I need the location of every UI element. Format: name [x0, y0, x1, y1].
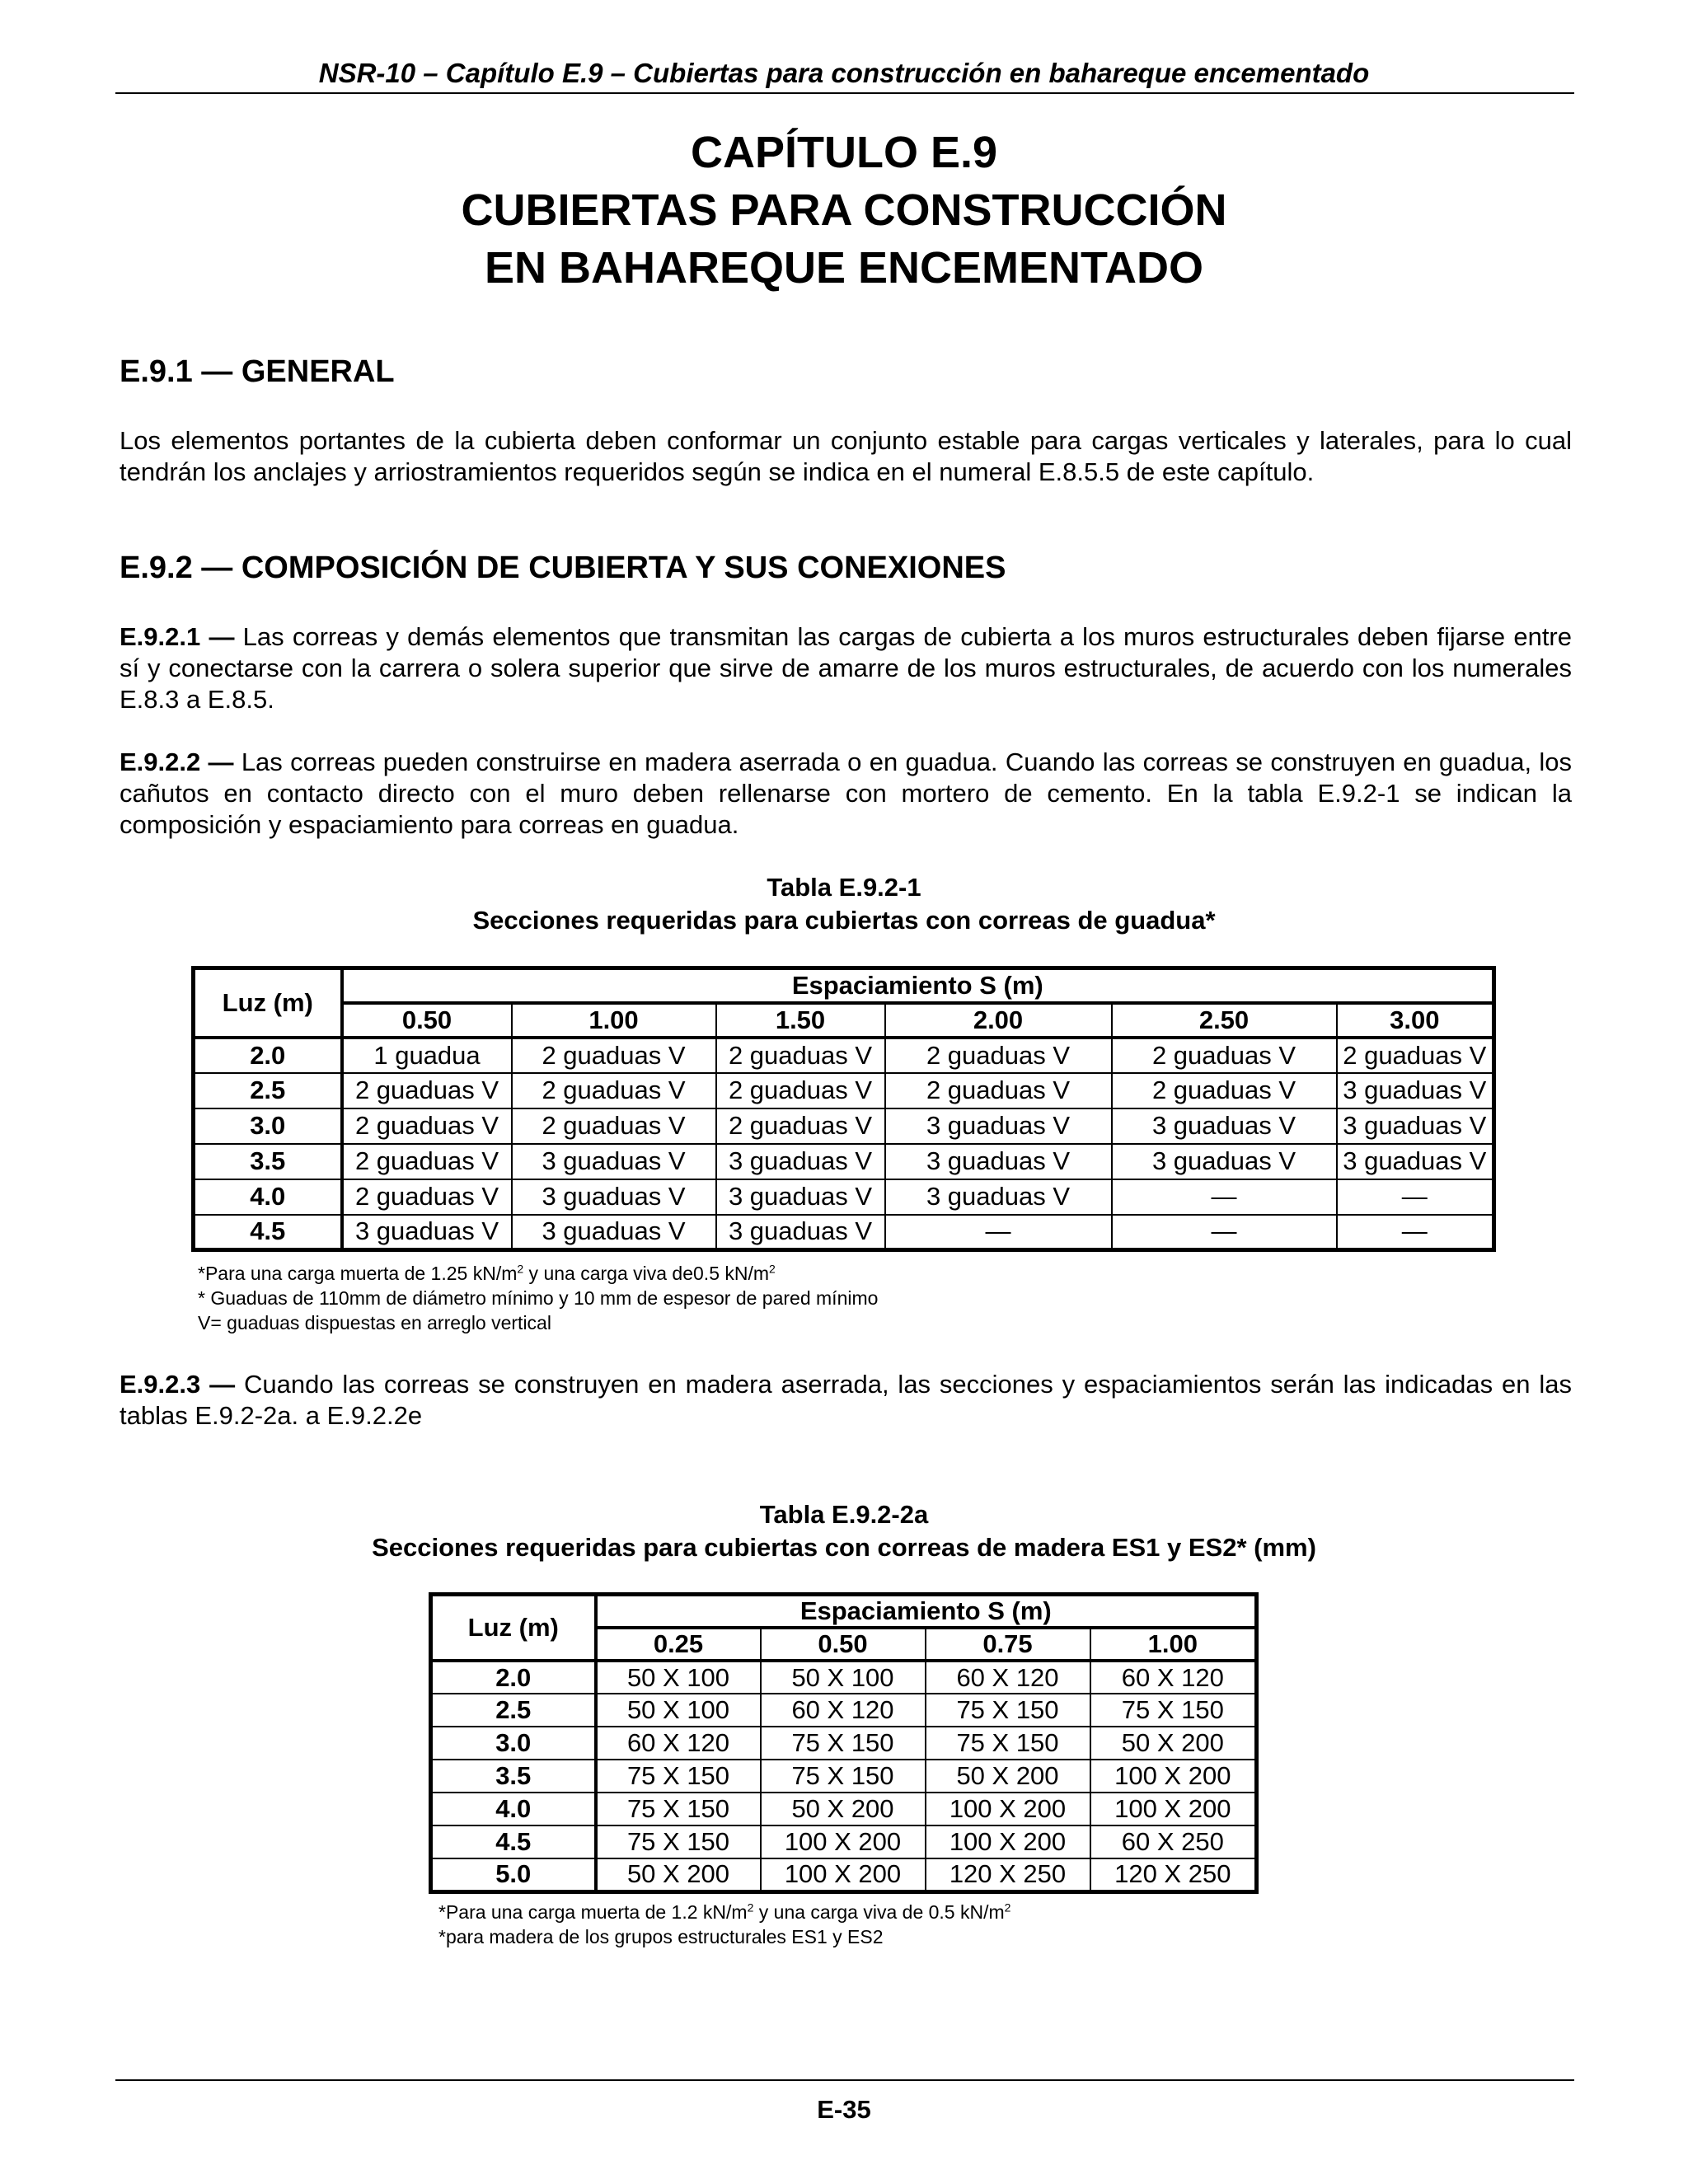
table1-cell: 3 guaduas V [512, 1179, 716, 1215]
table2-cell: 100 X 200 [926, 1825, 1090, 1858]
chapter-title-line-2: CUBIERTAS PARA CONSTRUCCIÓN [461, 185, 1227, 235]
table1-cell: 2 guaduas V [1112, 1073, 1337, 1108]
table1-cell: 3 guaduas V [342, 1215, 512, 1250]
running-header: NSR-10 – Capítulo E.9 – Cubiertas para construcción en bahareque encementado [318, 58, 1370, 88]
table1-luz-cell: 4.5 [194, 1215, 342, 1250]
table2-cell: 50 X 200 [596, 1858, 761, 1891]
table2-note-load-sup-1: 2 [747, 1900, 754, 1915]
table1-cell: 1 guadua [342, 1038, 512, 1073]
table2-cell: 100 X 200 [761, 1858, 926, 1891]
table2-row [431, 1825, 1257, 1858]
table1-luz-cell: 2.0 [194, 1038, 342, 1073]
table1-title: Tabla E.9.2-1 [767, 873, 921, 902]
table2-cell: 75 X 150 [761, 1760, 926, 1793]
table1-spacing-header: Espaciamiento S (m) [342, 968, 1494, 1003]
table2-row [431, 1661, 1257, 1694]
table1-column-header: 3.00 [1337, 1003, 1494, 1038]
table1-note-vertical: V= guaduas dispuestas en arreglo vertical [198, 1312, 551, 1333]
table2-cell: 60 X 250 [1090, 1825, 1257, 1858]
table2-note-load-text-b: y una carga viva de 0.5 kN/m [753, 1901, 1005, 1923]
table2-cell: 60 X 120 [926, 1661, 1090, 1694]
table2-note-load-text-a: *Para una carga muerta de 1.2 kN/m [438, 1901, 748, 1923]
page-number: E-35 [817, 2095, 871, 2124]
table1-cell: — [1112, 1215, 1337, 1250]
table2-cell: 100 X 200 [761, 1825, 926, 1858]
table2-row [431, 1727, 1257, 1760]
table1-cell: — [1112, 1179, 1337, 1215]
table2-cell: 75 X 150 [926, 1727, 1090, 1760]
table1-note-load-text-b: y una carga viva de0.5 kN/m [523, 1263, 770, 1284]
table1-caption [0, 871, 1688, 937]
table1-cell: 3 guaduas V [885, 1108, 1112, 1144]
chapter-title-line-3: EN BAHAREQUE ENCEMENTADO [484, 243, 1204, 293]
table2-row [431, 1694, 1257, 1727]
table1-luz-header: Luz (m) [194, 968, 342, 1038]
table2-luz-cell: 2.0 [431, 1661, 596, 1694]
table1-notes [198, 1261, 878, 1335]
paragraph-e923-label: E.9.2.3 — [120, 1370, 236, 1399]
table1-cell: 2 guaduas V [342, 1073, 512, 1108]
table1-column-header: 2.00 [885, 1003, 1112, 1038]
table2-note-groups: *para madera de los grupos estructurales ES1 y ES2 [438, 1926, 884, 1947]
table2-cell: 120 X 250 [1090, 1858, 1257, 1891]
table1-cell: — [885, 1215, 1112, 1250]
table1-column-header: 1.00 [512, 1003, 716, 1038]
table2-cell: 60 X 120 [596, 1727, 761, 1760]
table1-cell: 2 guaduas V [342, 1144, 512, 1179]
table2-cell: 50 X 100 [761, 1661, 926, 1694]
table2-cell: 75 X 150 [761, 1727, 926, 1760]
paragraph-e91: Los elementos portantes de la cubierta deben conformar un conjunto estable para cargas verticales y laterales, para lo cual tendrán los anclajes y arriostramientos requeridos según se indica en el numeral E.8.5.5 de este capítulo. [120, 426, 1572, 486]
table1-luz-cell: 3.0 [194, 1108, 342, 1144]
table2-luz-cell: 2.5 [431, 1694, 596, 1727]
table1-column-header: 1.50 [716, 1003, 885, 1038]
table2-cell: 100 X 200 [1090, 1760, 1257, 1793]
table2-column-header: 0.25 [596, 1628, 761, 1661]
table1-row [194, 1038, 1494, 1073]
table1-cell: 3 guaduas V [1337, 1073, 1494, 1108]
table2-column-header: 0.50 [761, 1628, 926, 1661]
paragraph-e923 [120, 1369, 1572, 1432]
table1-cell: 2 guaduas V [1337, 1038, 1494, 1073]
table1-luz-cell: 4.0 [194, 1179, 342, 1215]
table1-cell: 2 guaduas V [716, 1038, 885, 1073]
table2-column-header: 1.00 [1090, 1628, 1257, 1661]
table1-cell: 3 guaduas V [1112, 1108, 1337, 1144]
table1-row [194, 1215, 1494, 1250]
table2-cell: 60 X 120 [761, 1694, 926, 1727]
table2-notes [438, 1900, 1010, 1949]
table1-note-guadua-size: * Guaduas de 110mm de diámetro mínimo y 10 mm de espesor de pared mínimo [198, 1287, 879, 1309]
table2-luz-cell: 4.5 [431, 1825, 596, 1858]
table2-cell: 60 X 120 [1090, 1661, 1257, 1694]
table1-row [194, 1073, 1494, 1108]
paragraph-e923-text: Cuando las correas se construyen en madera aserrada, las secciones y espaciamientos serán las indicadas en las tablas E.9.2-2a. a E.9.2.2e [120, 1370, 1572, 1430]
table1-cell: 3 guaduas V [1337, 1108, 1494, 1144]
table2-cell: 75 X 150 [596, 1825, 761, 1858]
table1-cell: 3 guaduas V [512, 1215, 716, 1250]
table1-cell: 3 guaduas V [716, 1179, 885, 1215]
table2-cell: 75 X 150 [596, 1793, 761, 1825]
table2-luz-cell: 4.0 [431, 1793, 596, 1825]
table1-cell: 3 guaduas V [1112, 1144, 1337, 1179]
table1-cell: 2 guaduas V [342, 1179, 512, 1215]
paragraph-e921 [120, 621, 1572, 715]
table2-spacing-header: Espaciamiento S (m) [596, 1595, 1257, 1629]
table2-luz-cell: 5.0 [431, 1858, 596, 1891]
table2-note-load-sup-2: 2 [1004, 1900, 1011, 1915]
table1-note-load-sup-1: 2 [517, 1262, 524, 1276]
table1-cell: 3 guaduas V [716, 1144, 885, 1179]
table2-luz-cell: 3.5 [431, 1760, 596, 1793]
table1-cell: — [1337, 1215, 1494, 1250]
table2-row [431, 1793, 1257, 1825]
chapter-title [0, 124, 1688, 297]
table2-subtitle: Secciones requeridas para cubiertas con correas de madera ES1 y ES2* (mm) [372, 1533, 1316, 1562]
table1-cell: 3 guaduas V [512, 1144, 716, 1179]
table1-luz-cell: 2.5 [194, 1073, 342, 1108]
table1-cell: 3 guaduas V [1337, 1144, 1494, 1179]
table2-column-header: 0.75 [926, 1628, 1090, 1661]
table1-column-header: 2.50 [1112, 1003, 1337, 1038]
table1-cell: 2 guaduas V [342, 1108, 512, 1144]
table1-cell: — [1337, 1179, 1494, 1215]
table2-luz-header: Luz (m) [431, 1595, 596, 1661]
paragraph-e922-label: E.9.2.2 — [120, 748, 234, 776]
table2-cell: 100 X 200 [926, 1793, 1090, 1825]
table1-cell: 2 guaduas V [716, 1073, 885, 1108]
table1-column-header: 0.50 [342, 1003, 512, 1038]
table2-title: Tabla E.9.2-2a [759, 1500, 929, 1529]
table1 [191, 966, 1496, 1252]
section-heading-e91: E.9.1 — GENERAL [120, 354, 395, 389]
table1-row [194, 1144, 1494, 1179]
table1-cell: 2 guaduas V [885, 1073, 1112, 1108]
table1-note-load-sup-2: 2 [769, 1262, 776, 1276]
footer-rule [115, 2079, 1574, 2081]
table1-cell: 2 guaduas V [512, 1108, 716, 1144]
table2-cell: 75 X 150 [596, 1760, 761, 1793]
table2-cell: 50 X 100 [596, 1661, 761, 1694]
table2-cell: 50 X 200 [1090, 1727, 1257, 1760]
table2-row [431, 1760, 1257, 1793]
table1-cell: 3 guaduas V [716, 1215, 885, 1250]
table1-note-load [198, 1261, 878, 1286]
paragraph-e921-text: Las correas y demás elementos que transmitan las cargas de cubierta a los muros estructurales deben fijarse entre sí y conectarse con la carrera o solera superior que sirve de amarre de los muros estructurales, de acuerdo con los numerales E.8.3 a E.8.5. [120, 622, 1572, 714]
table2-caption [0, 1498, 1688, 1564]
table1-row [194, 1179, 1494, 1215]
paragraph-e922-text: Las correas pueden construirse en madera aserrada o en guadua. Cuando las correas se construyen en guadua, los cañutos en contacto directo con el muro deben rellenarse con mortero de cemento. En la tabla E.9.2-1 se indican la composición y espaciamiento para correas en guadua. [120, 748, 1572, 839]
section-heading-e92: E.9.2 — COMPOSICIÓN DE CUBIERTA Y SUS CONEXIONES [120, 551, 1006, 585]
table1-cell: 3 guaduas V [885, 1144, 1112, 1179]
table1-cell: 2 guaduas V [885, 1038, 1112, 1073]
table1-cell: 2 guaduas V [512, 1073, 716, 1108]
table1-note-load-text-a: *Para una carga muerta de 1.25 kN/m [198, 1263, 518, 1284]
table2-note-load [438, 1900, 1010, 1924]
table2-cell: 75 X 150 [1090, 1694, 1257, 1727]
table2-cell: 50 X 100 [596, 1694, 761, 1727]
table1-cell: 2 guaduas V [512, 1038, 716, 1073]
table1-cell: 2 guaduas V [716, 1108, 885, 1144]
table2-cell: 50 X 200 [926, 1760, 1090, 1793]
table2-cell: 75 X 150 [926, 1694, 1090, 1727]
header-rule [115, 92, 1574, 94]
table1-cell: 3 guaduas V [885, 1179, 1112, 1215]
table2-cell: 100 X 200 [1090, 1793, 1257, 1825]
table1-cell: 2 guaduas V [1112, 1038, 1337, 1073]
table2 [429, 1592, 1259, 1894]
table1-luz-cell: 3.5 [194, 1144, 342, 1179]
paragraph-e921-label: E.9.2.1 — [120, 622, 235, 651]
table1-row [194, 1108, 1494, 1144]
paragraph-e922 [120, 747, 1572, 841]
table2-cell: 120 X 250 [926, 1858, 1090, 1891]
table2-cell: 50 X 200 [761, 1793, 926, 1825]
table1-subtitle: Secciones requeridas para cubiertas con correas de guadua* [472, 906, 1216, 935]
table2-luz-cell: 3.0 [431, 1727, 596, 1760]
chapter-title-line-1: CAPÍTULO E.9 [690, 128, 998, 177]
table2-row [431, 1858, 1257, 1891]
